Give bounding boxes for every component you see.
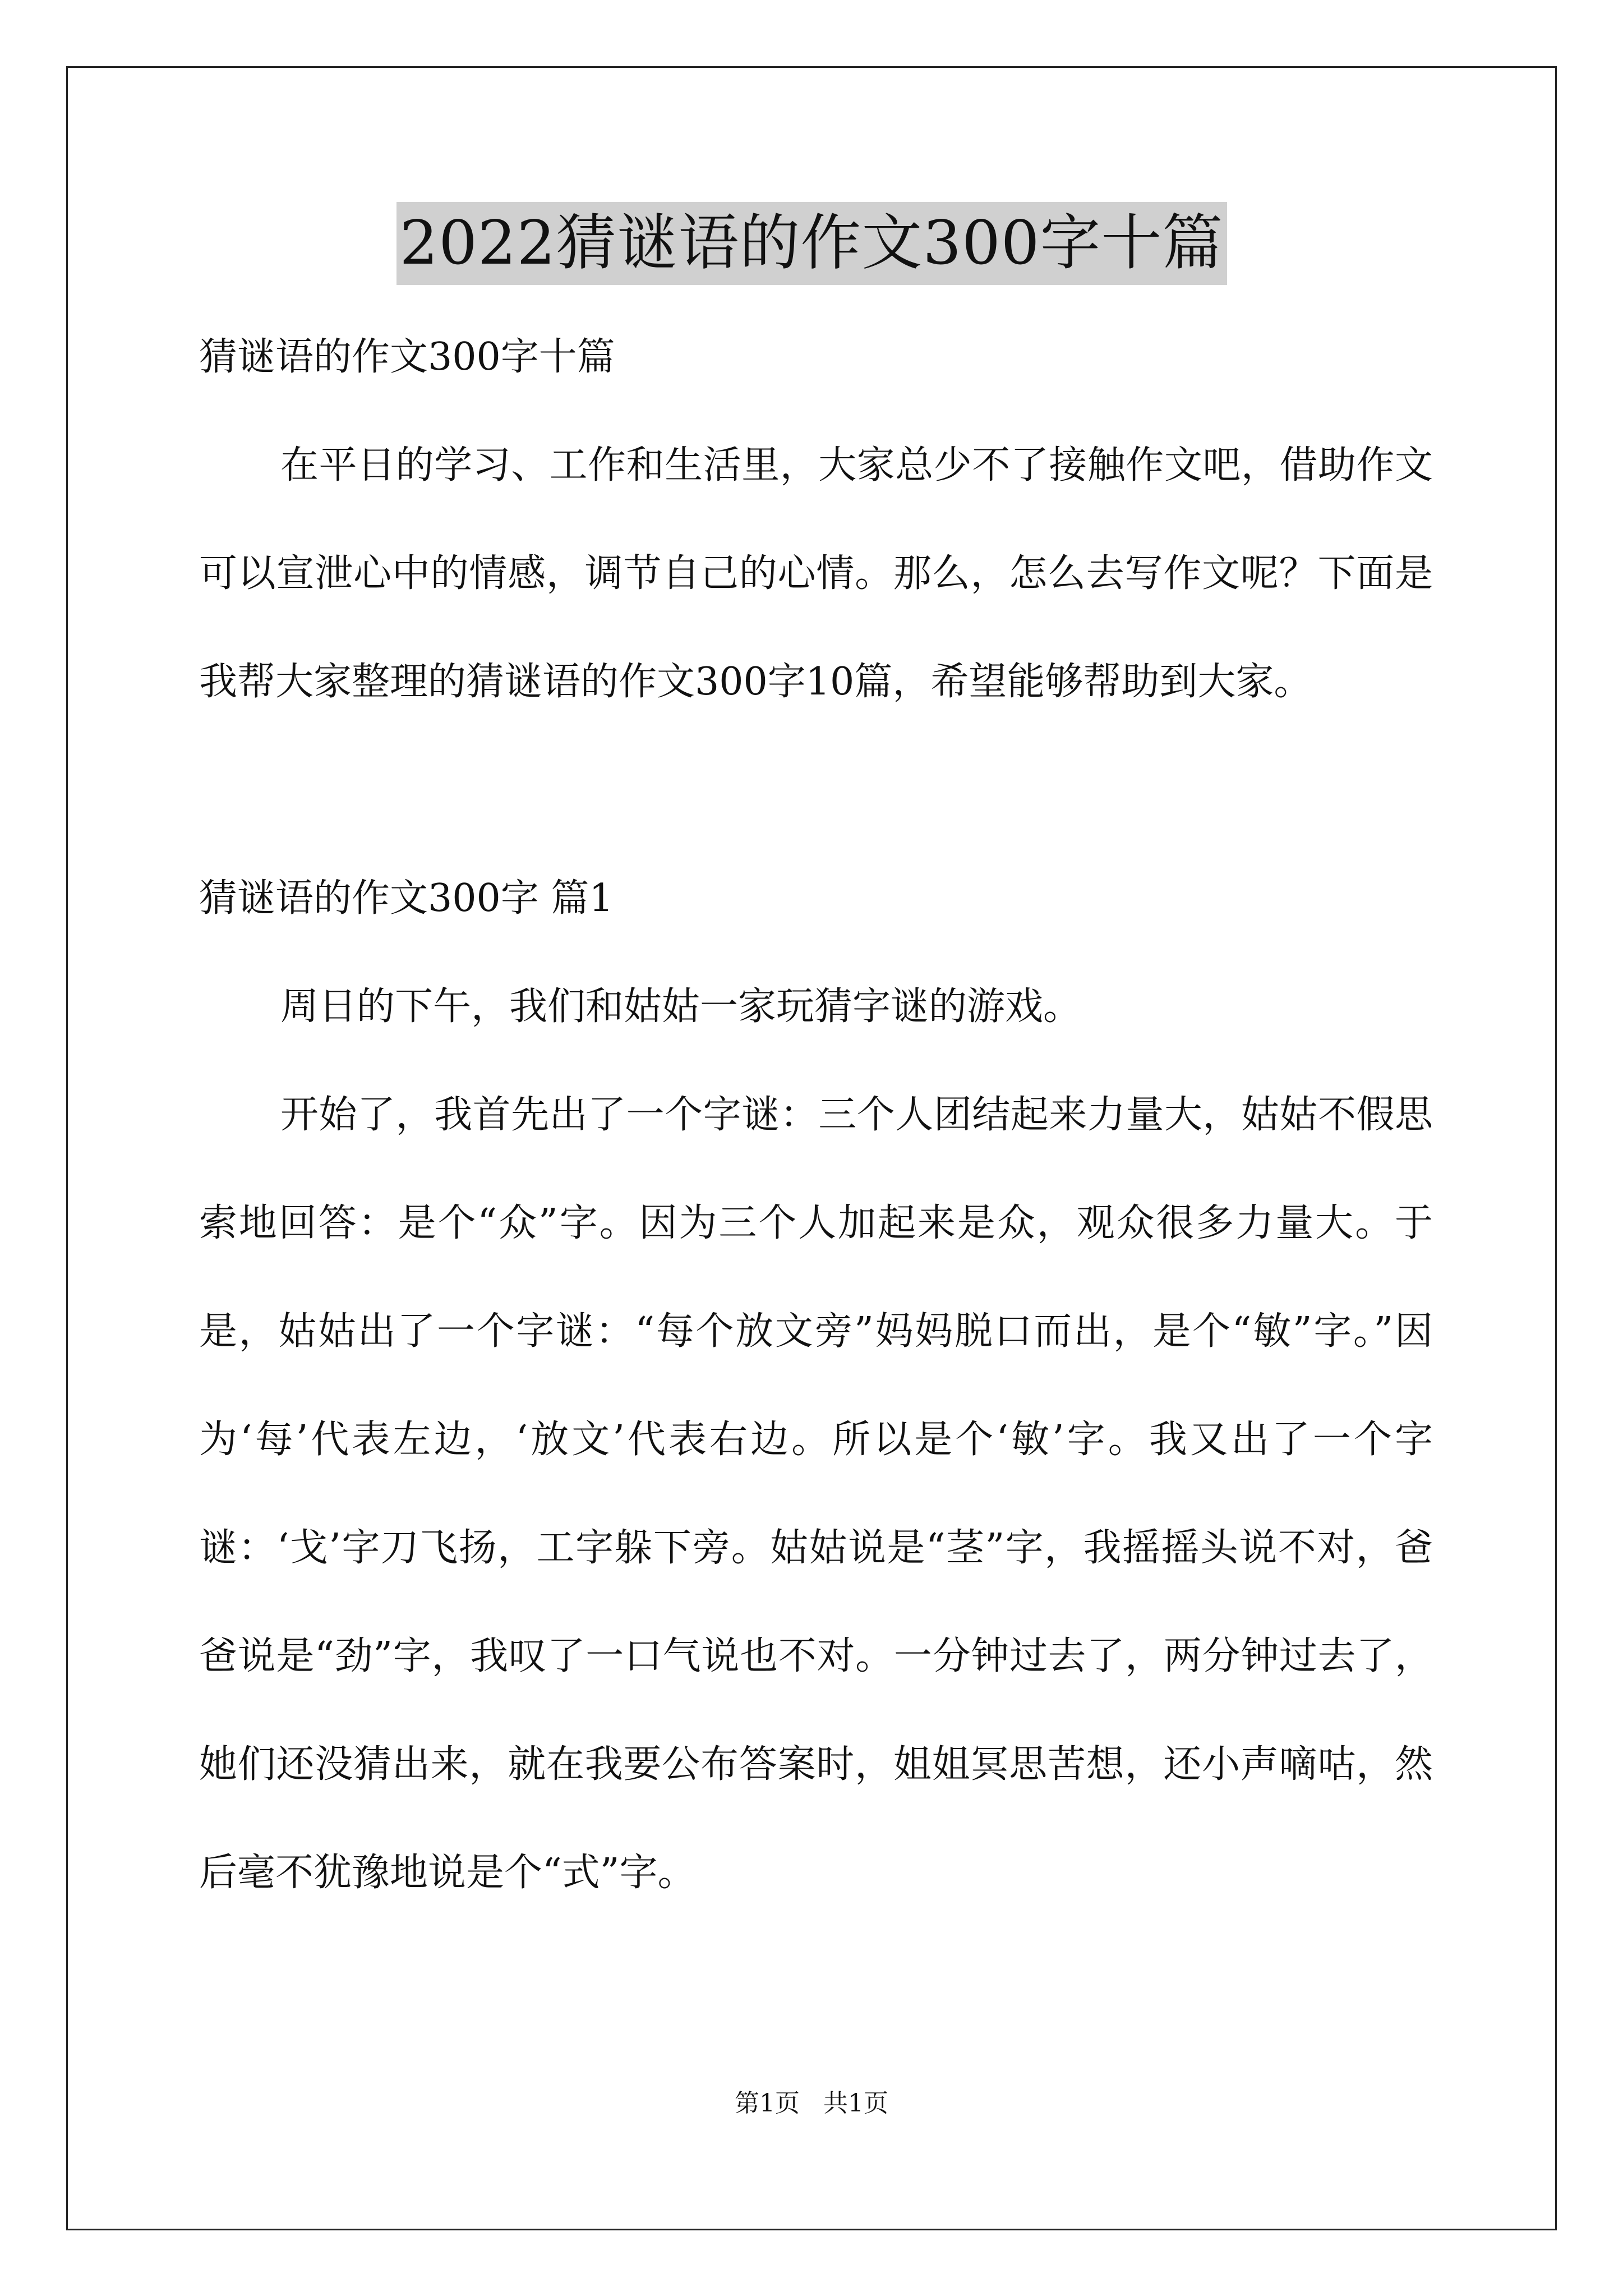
title-wrap <box>0 202 1623 285</box>
document-subtitle: 猜谜语的作文300字十篇 <box>199 335 615 379</box>
document-title: 2022猜谜语的作文300字十篇 <box>396 202 1227 285</box>
section-heading: 猜谜语的作文300字 篇1 <box>199 876 614 921</box>
intro-paragraph: 在平日的学习、工作和生活里，大家总少不了接触作文吧，借助作文可以宣泄心中的情感，调节自己的心情。那么，怎么去写作文呢？下面是我帮大家整理的猜谜语的作文300字10篇，希望能够帮助到大家。 <box>199 443 1433 704</box>
section-paragraph-1: 周日的下午，我们和姑姑一家玩猜字谜的游戏。 <box>280 984 1082 1029</box>
section-paragraph-2: 开始了，我首先出了一个字谜：三个人团结起来力量大，姑姑不假思索地回答：是个“众”字。因为三个人加起来是众，观众很多力量大。于是，姑姑出了一个字谜：“每个放文旁”妈妈脱口而出，是个“敏”字。”因为‘每’代表左边，‘放文’代表右边。所以是个‘敏’字。我又出了一个字谜：‘戈’字刀飞扬，工字躲下旁。姑姑说是“茎”字，我摇摇头说不对，爸爸说是“劲”字，我叹了一口气说也不对。一分钟过去了，两分钟过去了，她们还没猜出来，就在我要公布答案时，姐姐冥思苦想，还小声嘀咕，然后毫不犹豫地说是个“式”字。 <box>199 1093 1433 1895</box>
page-total: 共1页 <box>823 2089 888 2118</box>
page-footer <box>0 2087 1623 2120</box>
page-number: 第1页 <box>735 2089 800 2118</box>
paragraph-gap <box>199 736 1433 844</box>
document-body <box>199 303 1433 1927</box>
